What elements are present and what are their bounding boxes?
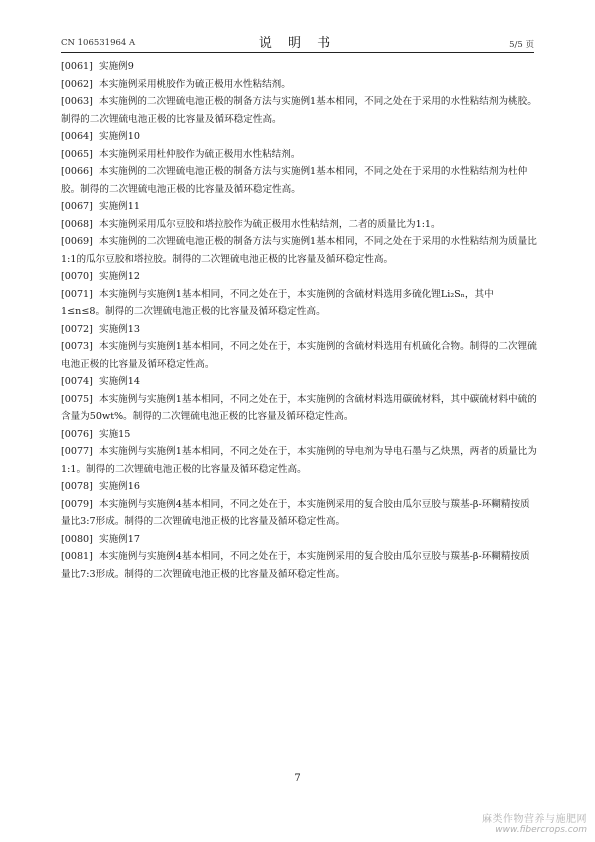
paragraph [61, 338, 537, 373]
paragraph-text: 本实施例与实施例4基本相同，不同之处在于，本实施例采用的复合胶由瓜尔豆胶与羰基-β-环糊精按质量比7:3形成。制得的二次锂硫电池正极的比容量及循环稳定性高。 [61, 551, 530, 580]
page-header [61, 30, 534, 53]
paragraph-number: [0079] [61, 498, 93, 510]
paragraph-text: 本实施例与实施例4基本相同，不同之处在于，本实施例采用的复合胶由瓜尔豆胶与羰基-β-环糊精按质量比3:7形成。制得的二次锂硫电池正极的比容量及循环稳定性高。 [61, 498, 530, 527]
paragraph-text: 实施例16 [99, 481, 140, 492]
paragraph-text: 实施15 [99, 428, 131, 440]
paragraph [61, 373, 537, 391]
page-number: 7 [294, 773, 301, 784]
paragraph-text: 实施例14 [99, 376, 140, 387]
paragraph-number: [0066] [61, 166, 93, 177]
paragraph [61, 548, 537, 583]
paragraph [61, 198, 537, 216]
paragraph-text: 本实施例的二次锂硫电池正极的制备方法与实施例1基本相同，不同之处在于采用的水性粘结剂为质量比1:1的瓜尔豆胶和塔拉胶。制得的二次锂硫电池正极的比容量及循环稳定性高。 [61, 236, 537, 265]
paragraph-number: [0075] [61, 393, 93, 405]
paragraph-text: 本实施例与实施例1基本相同，不同之处在于，本实施例的含硫材料选用多硫化锂Li₂Sₙ，其中1≤n≤8。制得的二次锂硫电池正极的比容量及循环稳定性高。 [61, 288, 494, 317]
paragraph [61, 216, 537, 234]
page-indicator: 5/5 页 [509, 40, 534, 50]
paragraph-text: 本实施例与实施例1基本相同，不同之处在于，本实施例的含硫材料选用碳硫材料，其中碳硫材料中硫的含量为50wt%。制得的二次锂硫电池正极的比容量及循环稳定性高。 [61, 393, 537, 422]
paragraph-number: [0062] [61, 78, 93, 90]
document-title: 说 明 书 [258, 36, 337, 51]
paragraph-number: [0065] [61, 148, 93, 160]
paragraph-number: [0073] [61, 341, 93, 352]
paragraph-text: 实施例13 [99, 323, 140, 335]
paragraph-number: [0072] [61, 323, 93, 335]
paragraph-number: [0067] [61, 201, 93, 212]
paragraph-text: 实施例11 [99, 201, 140, 212]
paragraph [61, 478, 537, 496]
paragraph-text: 实施例9 [99, 61, 134, 72]
paragraph-text: 本实施例的二次锂硫电池正极的制备方法与实施例1基本相同，不同之处在于采用的水性粘结剂为杜仲胶。制得的二次锂硫电池正极的比容量及循环稳定性高。 [61, 166, 528, 195]
paragraph [61, 321, 537, 339]
paragraph [61, 268, 537, 286]
paragraph-number: [0081] [61, 551, 93, 562]
paragraph-text: 本实施例的二次锂硫电池正极的制备方法与实施例1基本相同，不同之处在于采用的水性粘结剂为桃胶。制得的二次锂硫电池正极的比容量及循环稳定性高。 [61, 96, 537, 125]
paragraph-text: 实施例10 [99, 131, 140, 142]
paragraph [61, 531, 537, 549]
paragraph [61, 286, 537, 321]
paragraph-text: 实施例12 [99, 271, 140, 282]
paragraph [61, 58, 537, 76]
paragraph [61, 391, 537, 426]
paragraph-text: 本实施例采用瓜尔豆胶和塔拉胶作为硫正极用水性粘结剂，二者的质量比为1:1。 [99, 218, 441, 230]
paragraph-number: [0069] [61, 236, 93, 247]
paragraph-number: [0063] [61, 96, 93, 107]
paragraph-number: [0080] [61, 533, 93, 545]
watermark-url: www.fibercrops.com [495, 825, 587, 835]
paragraph-number: [0076] [61, 428, 93, 440]
paragraph-number: [0070] [61, 271, 93, 282]
patent-number: CN 106531964 A [61, 38, 136, 48]
paragraph-text: 本实施例采用杜仲胶作为硫正极用水性粘结剂。 [99, 148, 301, 160]
paragraph-text: 本实施例与实施例1基本相同，不同之处在于，本实施例的导电剂为导电石墨与乙炔黑，两者的质量比为1:1。制得的二次锂硫电池正极的比容量及循环稳定性高。 [61, 446, 537, 475]
paragraph-number: [0071] [61, 288, 93, 300]
document-body [61, 58, 537, 583]
paragraph-number: [0064] [61, 131, 93, 142]
paragraph-number: [0068] [61, 218, 93, 230]
watermark-site-name: 麻类作物营养与施肥网 [482, 814, 587, 825]
paragraph [61, 443, 537, 478]
paragraph [61, 233, 537, 268]
paragraph [61, 76, 537, 94]
paragraph-text: 本实施例与实施例1基本相同，不同之处在于，本实施例的含硫材料选用有机硫化合物。制得的二次锂硫电池正极的比容量及循环稳定性高。 [61, 341, 537, 370]
paragraph-number: [0078] [61, 481, 93, 492]
watermark [482, 810, 587, 835]
paragraph [61, 146, 537, 164]
paragraph-number: [0074] [61, 376, 93, 387]
paragraph [61, 426, 537, 444]
paragraph [61, 93, 537, 128]
paragraph [61, 128, 537, 146]
paragraph [61, 163, 537, 198]
paragraph-text: 实施例17 [99, 533, 140, 545]
paragraph-number: [0077] [61, 446, 93, 457]
paragraph [61, 496, 537, 531]
paragraph-text: 本实施例采用桃胶作为硫正极用水性粘结剂。 [99, 78, 291, 90]
paragraph-number: [0061] [61, 61, 93, 72]
